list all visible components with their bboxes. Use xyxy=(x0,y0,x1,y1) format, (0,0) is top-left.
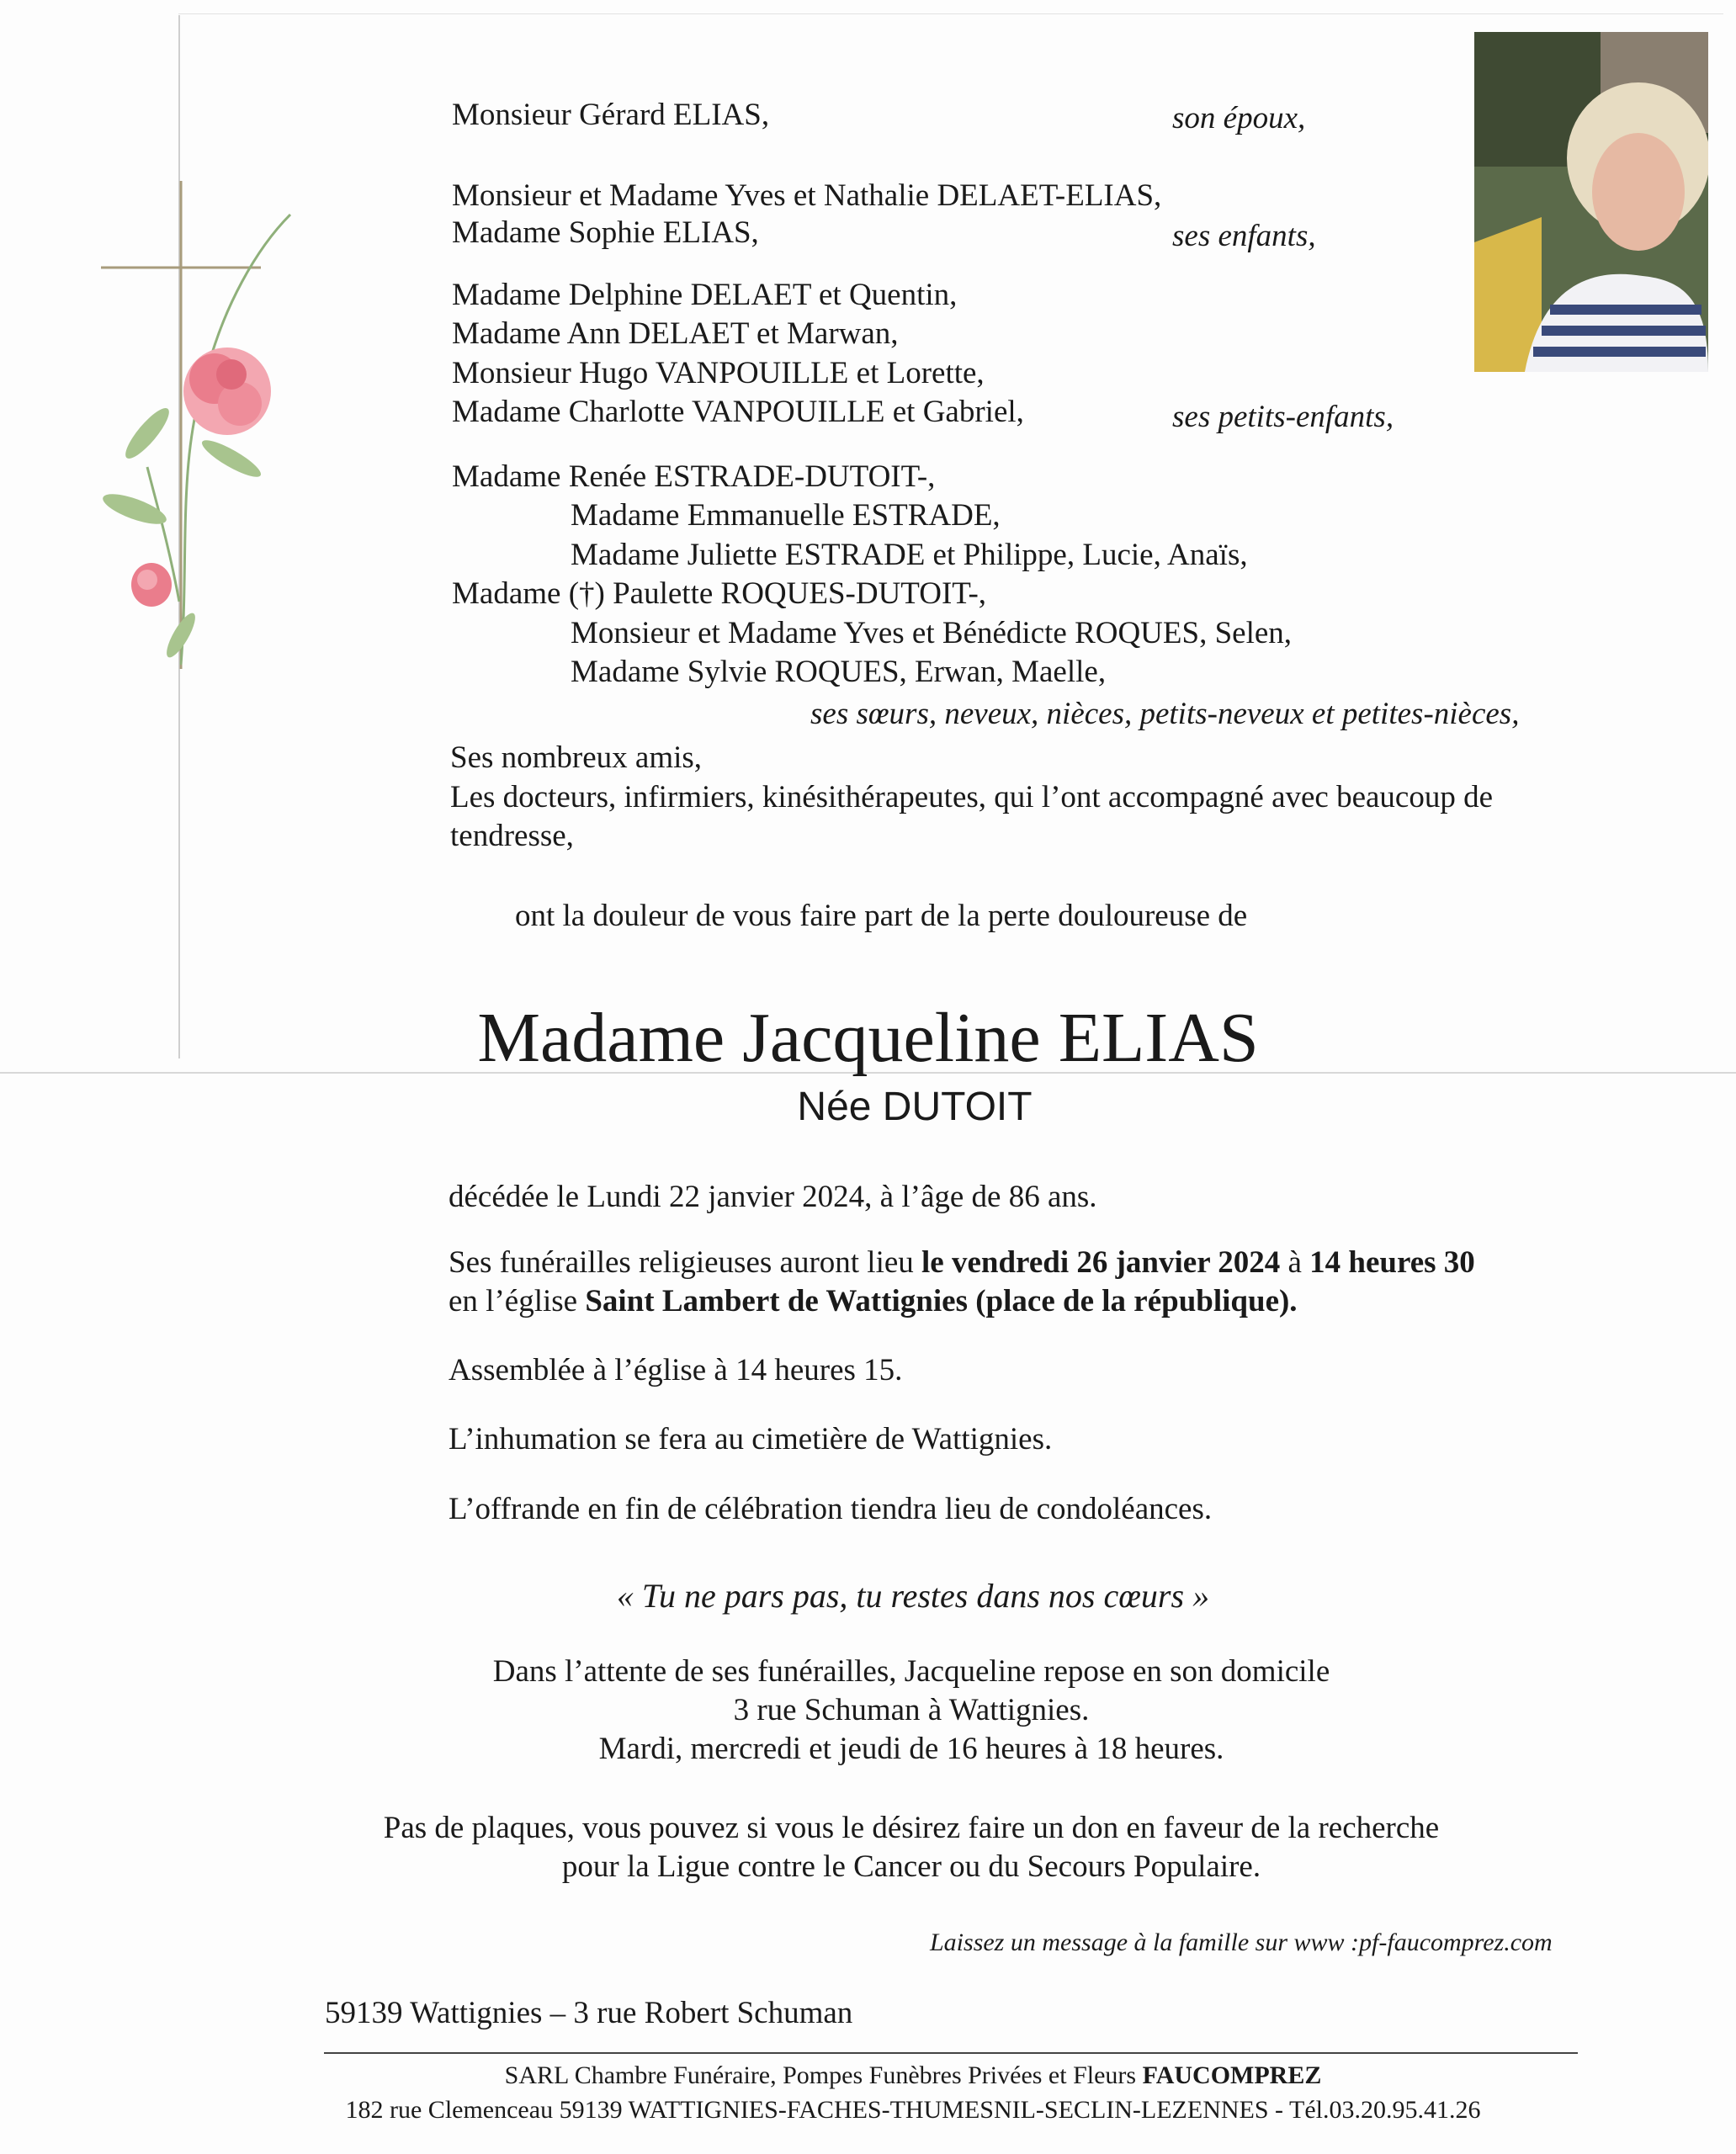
child-1: Monsieur et Madame Yves et Nathalie DELAET-ELIAS, xyxy=(452,178,1162,213)
sibling-1: Madame Renée ESTRADE-DUTOIT-, xyxy=(452,459,936,494)
grandchild-3: Monsieur Hugo VANPOUILLE et Lorette, xyxy=(452,356,985,390)
footer-company: SARL Chambre Funéraire, Pompes Funèbres Privées et Fleurs xyxy=(504,2061,1143,2089)
deceased-name: Madame Jacqueline ELIAS xyxy=(477,999,1259,1077)
donation-block xyxy=(0,1812,1736,1882)
funeral-text: Ses funérailles religieuses auront lieu xyxy=(449,1245,922,1280)
grandchild-4: Madame Charlotte VANPOUILLE et Gabriel, xyxy=(452,395,1024,429)
portrait-photo xyxy=(1474,32,1708,372)
grandchild-1: Madame Delphine DELAET et Quentin, xyxy=(452,278,958,312)
donation-line-1: Pas de plaques, vous pouvez si vous le désirez faire un don en faveur de la recherche xyxy=(383,1811,1440,1845)
assembly-line: Assemblée à l’église à 14 heures 15. xyxy=(449,1353,903,1387)
caregivers-line-1: Les docteurs, infirmiers, kinésithérapeutes, qui l’ont accompagné avec beaucoup de xyxy=(450,780,1494,814)
footer-line-1 xyxy=(0,2063,1736,2088)
peony-flower xyxy=(183,348,271,435)
funeral-line-1 xyxy=(449,1247,1475,1278)
maiden-name-row xyxy=(0,1087,1736,1127)
repose-block xyxy=(0,1656,1736,1764)
footer-divider xyxy=(324,2052,1578,2054)
top-border xyxy=(178,13,1723,14)
children-relation: ses enfants, xyxy=(1172,219,1316,253)
siblings-relation: ses sœurs, neveux, nièces, petits-neveux et petites-nièces, xyxy=(810,697,1520,731)
message-link[interactable]: Laissez un message à la famille sur www :pf-faucomprez.com xyxy=(930,1929,1553,1956)
quote: « Tu ne pars pas, tu restes dans nos cœurs » xyxy=(616,1577,1210,1615)
repose-line-1: Dans l’attente de ses funérailles, Jacqueline repose en son domicile xyxy=(492,1654,1330,1689)
cross-flower-illustration xyxy=(88,181,307,677)
child-2: Madame Sophie ELIAS, xyxy=(452,215,759,250)
quote-row xyxy=(0,1579,1736,1613)
sibling-2: Madame (†) Paulette ROQUES-DUTOIT-, xyxy=(452,576,987,611)
offering-line: L’offrande en fin de célébration tiendra lieu de condoléances. xyxy=(449,1492,1213,1526)
repose-line-2: 3 rue Schuman à Wattignies. xyxy=(733,1693,1090,1727)
caregivers-line-2: tendresse, xyxy=(450,819,574,853)
repose-line-3: Mardi, mercredi et jeudi de 16 heures à 18 heures. xyxy=(598,1732,1224,1766)
address-line: 59139 Wattignies – 3 rue Robert Schuman xyxy=(325,1996,853,2030)
deceased-name-row xyxy=(0,999,1736,1077)
funeral-date: le vendredi 26 janvier 2024 xyxy=(921,1245,1281,1280)
church-prefix: en l’église xyxy=(449,1284,586,1318)
spouse-name: Monsieur Gérard ELIAS, xyxy=(452,98,770,132)
announcement-line: ont la douleur de vous faire part de la perte douloureuse de xyxy=(515,899,1248,933)
footer-line-2 xyxy=(0,2098,1736,2123)
grandchild-2: Madame Ann DELAET et Marwan, xyxy=(452,316,899,351)
footer-address: 182 rue Clemenceau 59139 WATTIGNIES-FACHES-THUMESNIL-SECLIN-LEZENNES - Tél.03.20.95.41.26 xyxy=(345,2096,1481,2124)
friends-line: Ses nombreux amis, xyxy=(450,740,703,775)
funeral-at: à xyxy=(1280,1245,1310,1280)
flower-bud xyxy=(131,563,172,607)
funeral-time: 14 heures 30 xyxy=(1309,1245,1475,1280)
grandchildren-relation: ses petits-enfants, xyxy=(1172,400,1394,434)
sibling-line-6: Madame Sylvie ROQUES, Erwan, Maelle, xyxy=(571,655,1107,689)
spouse-relation: son époux, xyxy=(1172,101,1306,135)
footer-brand: FAUCOMPREZ xyxy=(1142,2061,1322,2089)
maiden-name: Née DUTOIT xyxy=(797,1085,1033,1129)
sibling-line-3: Madame Juliette ESTRADE et Philippe, Lucie, Anaïs, xyxy=(571,538,1248,572)
death-line: décédée le Lundi 22 janvier 2024, à l’âge de 86 ans. xyxy=(449,1180,1097,1214)
sibling-line-2: Madame Emmanuelle ESTRADE, xyxy=(571,498,1001,533)
burial-line: L’inhumation se fera au cimetière de Wattignies. xyxy=(449,1422,1053,1456)
funeral-line-2 xyxy=(449,1286,1298,1317)
church-name: Saint Lambert de Wattignies (place de la république). xyxy=(585,1284,1298,1318)
donation-line-2: pour la Ligue contre le Cancer ou du Secours Populaire. xyxy=(561,1849,1261,1884)
sibling-line-5: Monsieur et Madame Yves et Bénédicte ROQUES, Selen, xyxy=(571,616,1293,650)
